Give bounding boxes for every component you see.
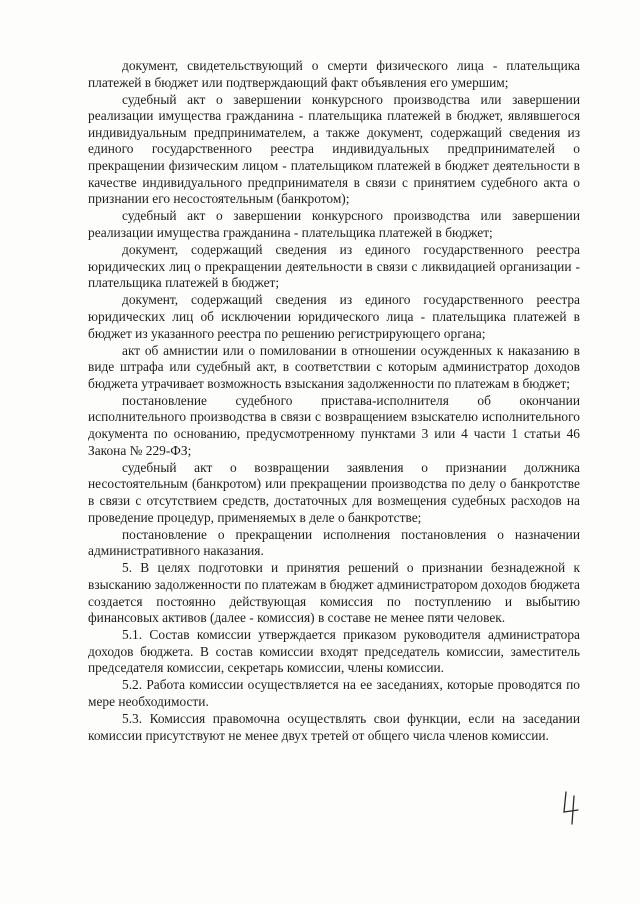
section-5-2: 5.2. Работа комиссии осуществляется на ее заседаниях, которые проводятся по мере необходимости. [88, 677, 580, 710]
paragraph-administrative-penalty: постановление о прекращении исполнения постановления о назначении административного наказания. [88, 526, 580, 559]
section-5: 5. В целях подготовки и принятия решений о признании безнадежной к взысканию задолженности по платежам в бюджет администратором доходов бюджета создается постоянно действующая комиссия по поступлению и выбытию финансовых активов (далее - комиссия) в составе не менее пяти человек. [88, 560, 580, 626]
paragraph-bankruptcy-citizen: судебный акт о завершении конкурсного производства или завершении реализации имущества гражданина - плательщика платежей в бюджет; [88, 208, 580, 240]
paragraph-bankruptcy-entrepreneur: судебный акт о завершении конкурсного производства или завершении реализации имущества гражданина - плательщика платежей в бюджет, являвшегося индивидуальным предпринимателем, а также документ, содержащий сведения из единого государственного реестра индивидуальных предпринимателей о прекращении физическим лицом - плательщиком платежей в бюджет деятельности в качестве индивидуального предпринимателя в связи с принятием судебного акта о признании его несостоятельным (банкротом); [88, 91, 580, 207]
paragraph-bailiff-resolution: постановление судебного пристава-исполнителя об окончании исполнительного производства в связи с возвращением взыскателю исполнительного документа по основанию, предусмотренному пунктами 3 или 4 части 1 статьи 46 Закона № 229-ФЗ; [88, 392, 580, 458]
paragraph-amnesty: акт об амнистии или о помиловании в отношении осужденных к наказанию в виде штрафа или судебный акт, в соответствии с которым администратор доходов бюджета утрачивает возможность взыскания задолженности по платежам в бюджет; [88, 342, 580, 391]
paragraph-death-document: документ, свидетельствующий о смерти физического лица - плательщика платежей в бюджет или подтверждающий факт объявления его умершим; [88, 58, 580, 90]
paragraph-liquidation: документ, содержащий сведения из единого государственного реестра юридических лиц о прекращении деятельности в связи с ликвидацией организации - плательщика платежей в бюджет; [88, 242, 580, 291]
handwritten-page-number [560, 790, 584, 826]
section-5-3: 5.3. Комиссия правомочна осуществлять свои функции, если на заседании комиссии присутствуют не менее двух третей от общего числа членов комиссии. [88, 711, 580, 743]
section-5-1: 5.1. Состав комиссии утверждается приказом руководителя администратора доходов бюджета. В состав комиссии входят председатель комиссии, заместитель председателя комиссии, секретарь комиссии, члены комиссии. [88, 627, 580, 676]
document-body [88, 58, 580, 745]
paragraph-registry-exclusion: документ, содержащий сведения из единого государственного реестра юридических лиц об исключении юридического лица - плательщика платежей в бюджет из указанного реестра по решению регистрирующего органа; [88, 292, 580, 341]
paragraph-court-return: судебный акт о возвращении заявления о признании должника несостоятельным (банкротом) или прекращении производства по делу о банкротстве в связи с отсутствием средств, достаточных для возмещения судебных расходов на проведение процедур, применяемых в деле о банкротстве; [88, 459, 580, 525]
